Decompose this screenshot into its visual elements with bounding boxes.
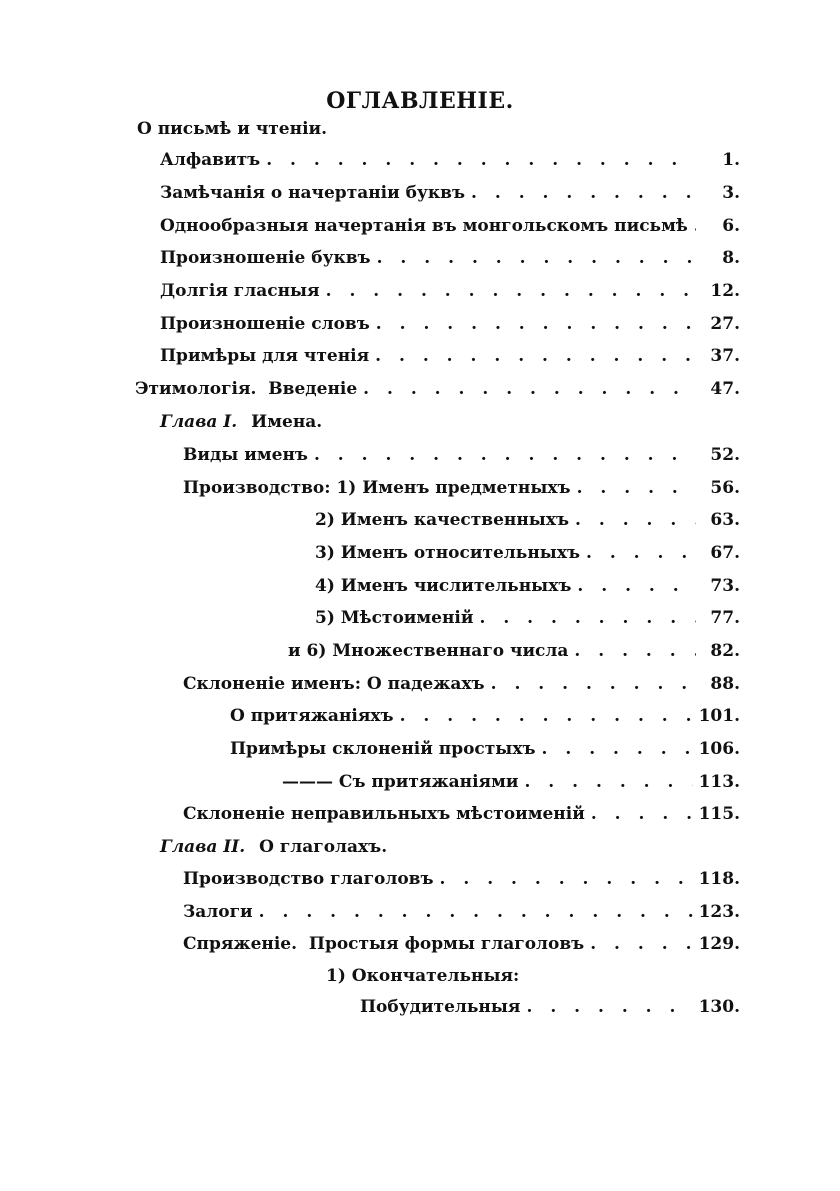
toc-entry[interactable] [282,769,740,795]
toc-entry-label [183,931,584,957]
toc-entry[interactable] [160,311,740,337]
leader-dots [266,147,696,173]
item-text: Именъ числительныхъ [340,576,572,596]
toc-entry-label [183,475,571,501]
intro-label: Введеніе [268,379,358,399]
toc-entry-label: Произношеніе буквъ [160,248,371,268]
leader-dots [326,278,696,304]
leader-dots [376,311,696,337]
toc-entry-page: 56. [710,478,740,498]
toc-entry[interactable] [183,442,740,468]
leader-dots [524,769,692,795]
toc-entry-label: Замѣчанія о начертаніи буквъ [160,183,466,203]
toc-entry-page: 101. [698,706,740,726]
toc-entry-page: 8. [722,248,740,268]
leader-dots [577,475,696,501]
toc-entry[interactable] [160,278,740,304]
toc-entry-page: 88. [710,674,740,694]
toc-entry-label [183,671,485,697]
toc-entry-label: О притяжаніяхъ [230,706,394,726]
toc-entry-page: 37. [710,346,740,366]
toc-entry-label [315,507,569,533]
toc-entry[interactable] [315,605,740,631]
toc-entry-label [282,769,518,795]
toc-entry-page: 77. [710,608,740,628]
leader-dots [590,931,692,957]
leader-dots [694,213,696,239]
toc-entry-label: Виды именъ [183,445,308,465]
toc-entry[interactable] [183,801,740,827]
item-text: Окончательныя: [351,966,520,986]
toc-entry-page: 12. [710,281,740,301]
leader-dots [491,671,696,697]
toc-entry[interactable] [360,994,740,1020]
leader-dots [440,866,693,892]
toc-entry-page: 3. [722,183,740,203]
toc-entry-label [315,605,474,631]
leader-dots [542,736,693,762]
toc-entry-page: 67. [710,543,740,563]
toc-entry-page: 113. [698,772,740,792]
toc-subheading[interactable] [326,963,519,989]
toc-entry-page: 123. [698,902,740,922]
declension-sub: О падежахъ [366,674,485,694]
toc-entry[interactable] [160,343,740,369]
toc-entry-page: 115. [698,804,740,824]
page-title: ОГЛАВЛЕНІЕ. [326,88,514,114]
chapter-heading[interactable] [160,409,322,435]
chapter-number: Глава I. [160,412,238,432]
leader-dots [577,573,696,599]
toc-entry[interactable] [315,573,740,599]
leader-dots [591,801,693,827]
leader-dots [480,605,697,631]
item-number: и 6) [288,641,327,661]
toc-entry-label: Однообразныя начертанія въ монгольскомъ письмѣ [160,216,688,236]
toc-entry-etymology[interactable] [135,376,740,402]
derivation-label: Производство: [183,478,331,498]
item-number: 1) [326,966,346,986]
leader-dots [526,994,692,1020]
conjugation-sub: Простыя формы глаголовъ [308,934,585,954]
toc-entry-label: Залоги [183,902,253,922]
leader-dots [259,899,693,925]
toc-entry-label [315,573,571,599]
toc-entry[interactable] [160,180,740,206]
toc-entry-label: Примѣры для чтенія [160,346,370,366]
toc-entry[interactable] [288,638,740,664]
toc-entry-page: 6. [722,216,740,236]
leader-dots [400,703,693,729]
toc-entry-page: 130. [698,997,740,1017]
part-heading-label: О письмѣ и чтеніи. [137,119,328,139]
toc-entry-label: Произношеніе словъ [160,314,370,334]
toc-entry-label: Примѣры склоненій простыхъ [230,739,536,759]
item-text: Именъ предметныхъ [362,478,571,498]
toc-entry[interactable] [160,245,740,271]
item-text: Именъ относительныхъ [340,543,580,563]
toc-entry-page: 129. [698,934,740,954]
chapter-name: О глаголахъ. [259,837,388,857]
declension-label: Склоненіе именъ: [183,674,361,694]
leader-dots [575,507,696,533]
item-number: 4) [315,576,335,596]
toc-entry-page: 63. [710,510,740,530]
toc-entry[interactable] [183,866,740,892]
leader-dots [586,540,696,566]
toc-entry-label: Производство глаголовъ [183,869,434,889]
toc-entry[interactable] [183,899,740,925]
toc-entry-declension[interactable] [183,671,740,697]
leader-dots [574,638,696,664]
toc-entry[interactable] [160,147,740,173]
leader-dots [377,245,696,271]
chapter-name: Имена. [251,412,323,432]
part-heading-label: Этимологія. [135,379,257,399]
toc-entry-label: Склоненіе неправильныхъ мѣстоименій [183,804,585,824]
conjugation-label: Спряженіе. [183,934,298,954]
toc-entry-label: Побудительныя [360,997,521,1017]
toc-entry-page: 73. [710,576,740,596]
chapter-number: Глава II. [160,837,246,857]
toc-entry[interactable] [315,507,740,533]
item-text: Мѣстоименій [340,608,474,628]
item-text: Множественнаго числа [332,641,569,661]
toc-entry-label [288,638,568,664]
item-text: Съ притяжаніями [338,772,519,792]
toc-entry[interactable] [160,213,740,239]
toc-entry-label [135,376,357,402]
toc-entry[interactable] [315,540,740,566]
toc-entry-page: 27. [710,314,740,334]
toc-entry-conjugation[interactable] [183,931,740,957]
toc-entry[interactable] [230,736,740,762]
part-heading [137,116,327,142]
toc-entry-derivation[interactable] [183,475,740,501]
toc-entry-page: 106. [698,739,740,759]
leader-dots [471,180,696,206]
item-number: 5) [315,608,335,628]
toc-entry-page: 52. [710,445,740,465]
leader-dots [375,343,696,369]
ditto-dash: ——— [282,772,333,792]
item-number: 1) [336,478,357,498]
toc-entry-page: 118. [698,869,740,889]
leader-dots [314,442,696,468]
item-number: 3) [315,543,335,563]
item-number: 2) [315,510,335,530]
toc-entry-label: Долгія гласныя [160,281,320,301]
toc-entry[interactable] [230,703,740,729]
toc-entry-page: 82. [710,641,740,661]
toc-entry-label [315,540,580,566]
item-text: Именъ качественныхъ [340,510,570,530]
toc-entry-label: Алфавитъ [160,150,261,170]
chapter-heading[interactable] [160,834,387,860]
leader-dots [363,376,696,402]
toc-entry-page: 1. [722,150,740,170]
toc-entry-page: 47. [710,379,740,399]
